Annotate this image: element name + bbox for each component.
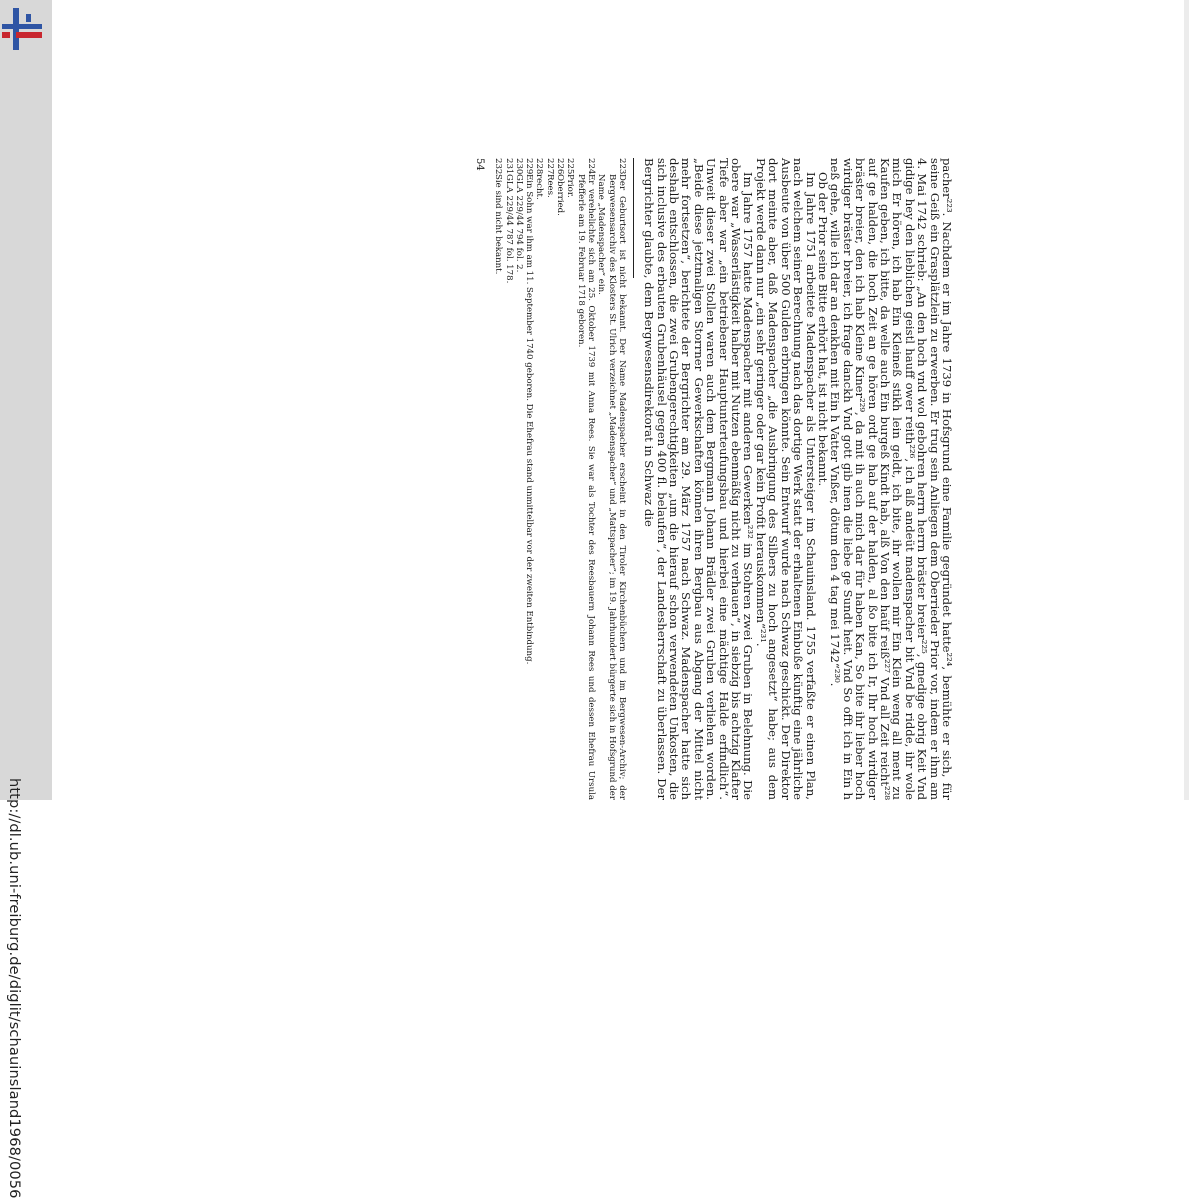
sidebar-caption xyxy=(0,778,26,1199)
footnote xyxy=(493,158,503,800)
footnote-number: 231 xyxy=(503,158,514,175)
body-paragraph: Im Jahre 1751 arbeitete Madenspacher als Untersteiger im Schauinsland. 1755 verfaßte er einen Plan, nach welchem seiner Berechnung nach das dortige Werk statt der erhaltenen Einbuße künftig eine jährliche Ausbeute von über 500 Gulden erbringen könnte. Sein Entwurf wurde nach Schwaz geschickt. Der Direktor dort meinte aber, daß Madenspacher „die Ausbringung des Silbers zu hoch angesetzt“ habe; aus dem Projekt werde dann nur „ein sehr geringer oder gar kein Profit herauskommen“²³¹. xyxy=(753,158,818,800)
body-paragraph: Ob der Prior seine Bitte erhört hat, ist nicht bekannt. xyxy=(815,172,830,487)
footnote xyxy=(544,158,554,800)
footnote-text: GLA 229/44 794 fol. 2. xyxy=(513,174,524,273)
footnote-divider xyxy=(633,158,634,278)
page-content xyxy=(474,158,953,800)
logo-red-block xyxy=(2,32,10,38)
footnote xyxy=(596,158,627,800)
logo-blue-stripe xyxy=(2,24,42,29)
footnote-number: 227 xyxy=(544,158,555,175)
footnote-text: GLA 229/44 787 fol. 178. xyxy=(503,174,514,284)
footnote xyxy=(503,158,513,800)
logo-red-stripe xyxy=(16,32,42,38)
logo-blue-mark xyxy=(26,14,31,22)
footnote-text: Rees. xyxy=(544,174,555,198)
footnote-number: 226 xyxy=(555,158,566,175)
footnote-number: 224 xyxy=(585,158,596,175)
page-number: 54 xyxy=(473,158,485,171)
page-image-area xyxy=(245,150,965,800)
footnote-number: 228 xyxy=(534,158,545,175)
footnote-text: Sie sind nicht bekannt. xyxy=(493,174,504,275)
footnote xyxy=(565,158,575,800)
footnote xyxy=(555,158,565,800)
footnote xyxy=(534,158,544,800)
footnote-text: Der Geburtsort ist nicht bekannt. Der Name Madenspacher erscheint in den Tiroler Kirchenbüchern und im Bergwesen-Archiv; der Bergwesensarchiv des Klosters St. Ulrich verzeichnet „Madenspacher“ und „Mattspacher“; im 19. Jahrhundert bürgerte sich in Hofsgrund der Name „Madenspacher“ ein. xyxy=(596,174,627,800)
body-paragraph: Im Jahre 1757 hatte Madenspacher mit anderen Gewerken²³² im Stohren zwei Gruben in Belehnung. Die obere war „Wasserlästigkeit halber mit Nutzen ebenmäßig nicht zu verhauen“, in siebzig bis achtzig Klafter Tiefe aber war „ein betriebener Hauptunterteufungsbau und hierbei eine mächtige Halde erfindlich“. Unweit dieser zwei Stollen waren auch dem Bergmann Johann Brädler zwei Gruben verliehen worden. „Beide diese jetztmaligen Storrner Gewerkschaften können ihren Bergbau aus Abgang der Mittel nicht mehr fortsetzen“, berichtete der Bergrichter am 29. März 1757 nach Schwaz. Madenspacher hatte sich deshalb entschlossen, die zwei Grubengerechtigkeiten „um die hierauf schon verwendeten Unkosten, die sich inclusive des erbauten Grubenhäusel gegen 400 fl. belaufen“, der Landesherrschaft zu überlassen. Der Bergrichter glaubte, dem Bergwesensdirektorat in Schwaz die xyxy=(642,158,756,800)
footnotes xyxy=(493,158,627,800)
footnote-number: 229 xyxy=(524,158,535,175)
footnote-number: 232 xyxy=(493,158,504,175)
footnote-text: Ein Sohn war ihm am 11. September 1740 geboren. Die Ehefrau stand unmittelbar vor der zweiten Entbindung. xyxy=(524,174,535,665)
footnote-text: recht. xyxy=(534,174,545,200)
footnote-text: Prior. xyxy=(565,174,576,198)
footnote xyxy=(575,158,596,800)
document-url-link[interactable]: http://dl.ub.uni-freiburg.de/diglit/schauinsland1968/0056 xyxy=(6,778,23,1199)
footnote-number: 225 xyxy=(565,158,576,175)
library-logo-icon xyxy=(2,8,42,50)
footnote-number: 230 xyxy=(513,158,524,175)
footnote xyxy=(524,158,534,800)
footnote xyxy=(514,158,524,800)
viewer-sidebar xyxy=(0,0,52,1199)
logo-blue-bar xyxy=(13,8,19,50)
scanned-page xyxy=(245,150,965,800)
right-edge-strip xyxy=(1184,0,1189,800)
footnote-number: 223 xyxy=(616,158,627,175)
body-paragraph: pacher²²³. Nachdem er im Jahre 1739 in Hofsgrund eine Familie gegründet hatte²²⁴, bemühte er sich, für seine Geiß ein Grasplätzlein zu erwerben. Er trug sein Anliegen dem Oberrieder Prior vor, indem er ihm am 4. Mai 1742 schrieb: „An den hoch vnd wol gebohren herrn herrn bräster breier²²⁵, gnedige obrig Keit Vnd gidige hey den lieblichen geistl hauff ower reith²²⁶, ich alß andeüt madenspacher bit Vnd be ridde, ihr wole mich Er hören, ich hab Ein Kleineß stikh lein geldt, ich bite, ihr wollen mir Ein Klein weng all ment zu Kaufen geben, ich bitte, da welle auch Ein burgeß Kindt hab, alß Von den haüf reiß²²⁷ Vnd all Zeit reicht²²⁸ auf ge halden, die hoch Zeit an ge hören ordt ge hab auf der halden, al ßo bite ich Ir, Ihr hoch wirdiger bräster breier, den ich hab Kleine Kiner²²⁹, da mit ih auch mich dar für haben Kan, So bite ihr lieber hoch wirdiger bräster breier, ich frage danckh Vnd gott gib inen die liebe ge Sundt heit. Vnd So offt ich in Ein h neß gehe, wille ich dar an denkhen mit Ein h Vatter Vnßer, dötum den 4 tag mei 1742“²³⁰. xyxy=(828,158,954,800)
body-text xyxy=(643,158,953,800)
footnote-text: Er verehelichte sich am 25. Oktober 1739 mit Anna Rees. Sie war als Tochter des Reesbauern Johann Rees und dessen Ehefrau Ursula Pfefferle am 19. Februar 1718 geboren. xyxy=(575,174,596,800)
footnote-text: Oberried. xyxy=(555,174,566,216)
